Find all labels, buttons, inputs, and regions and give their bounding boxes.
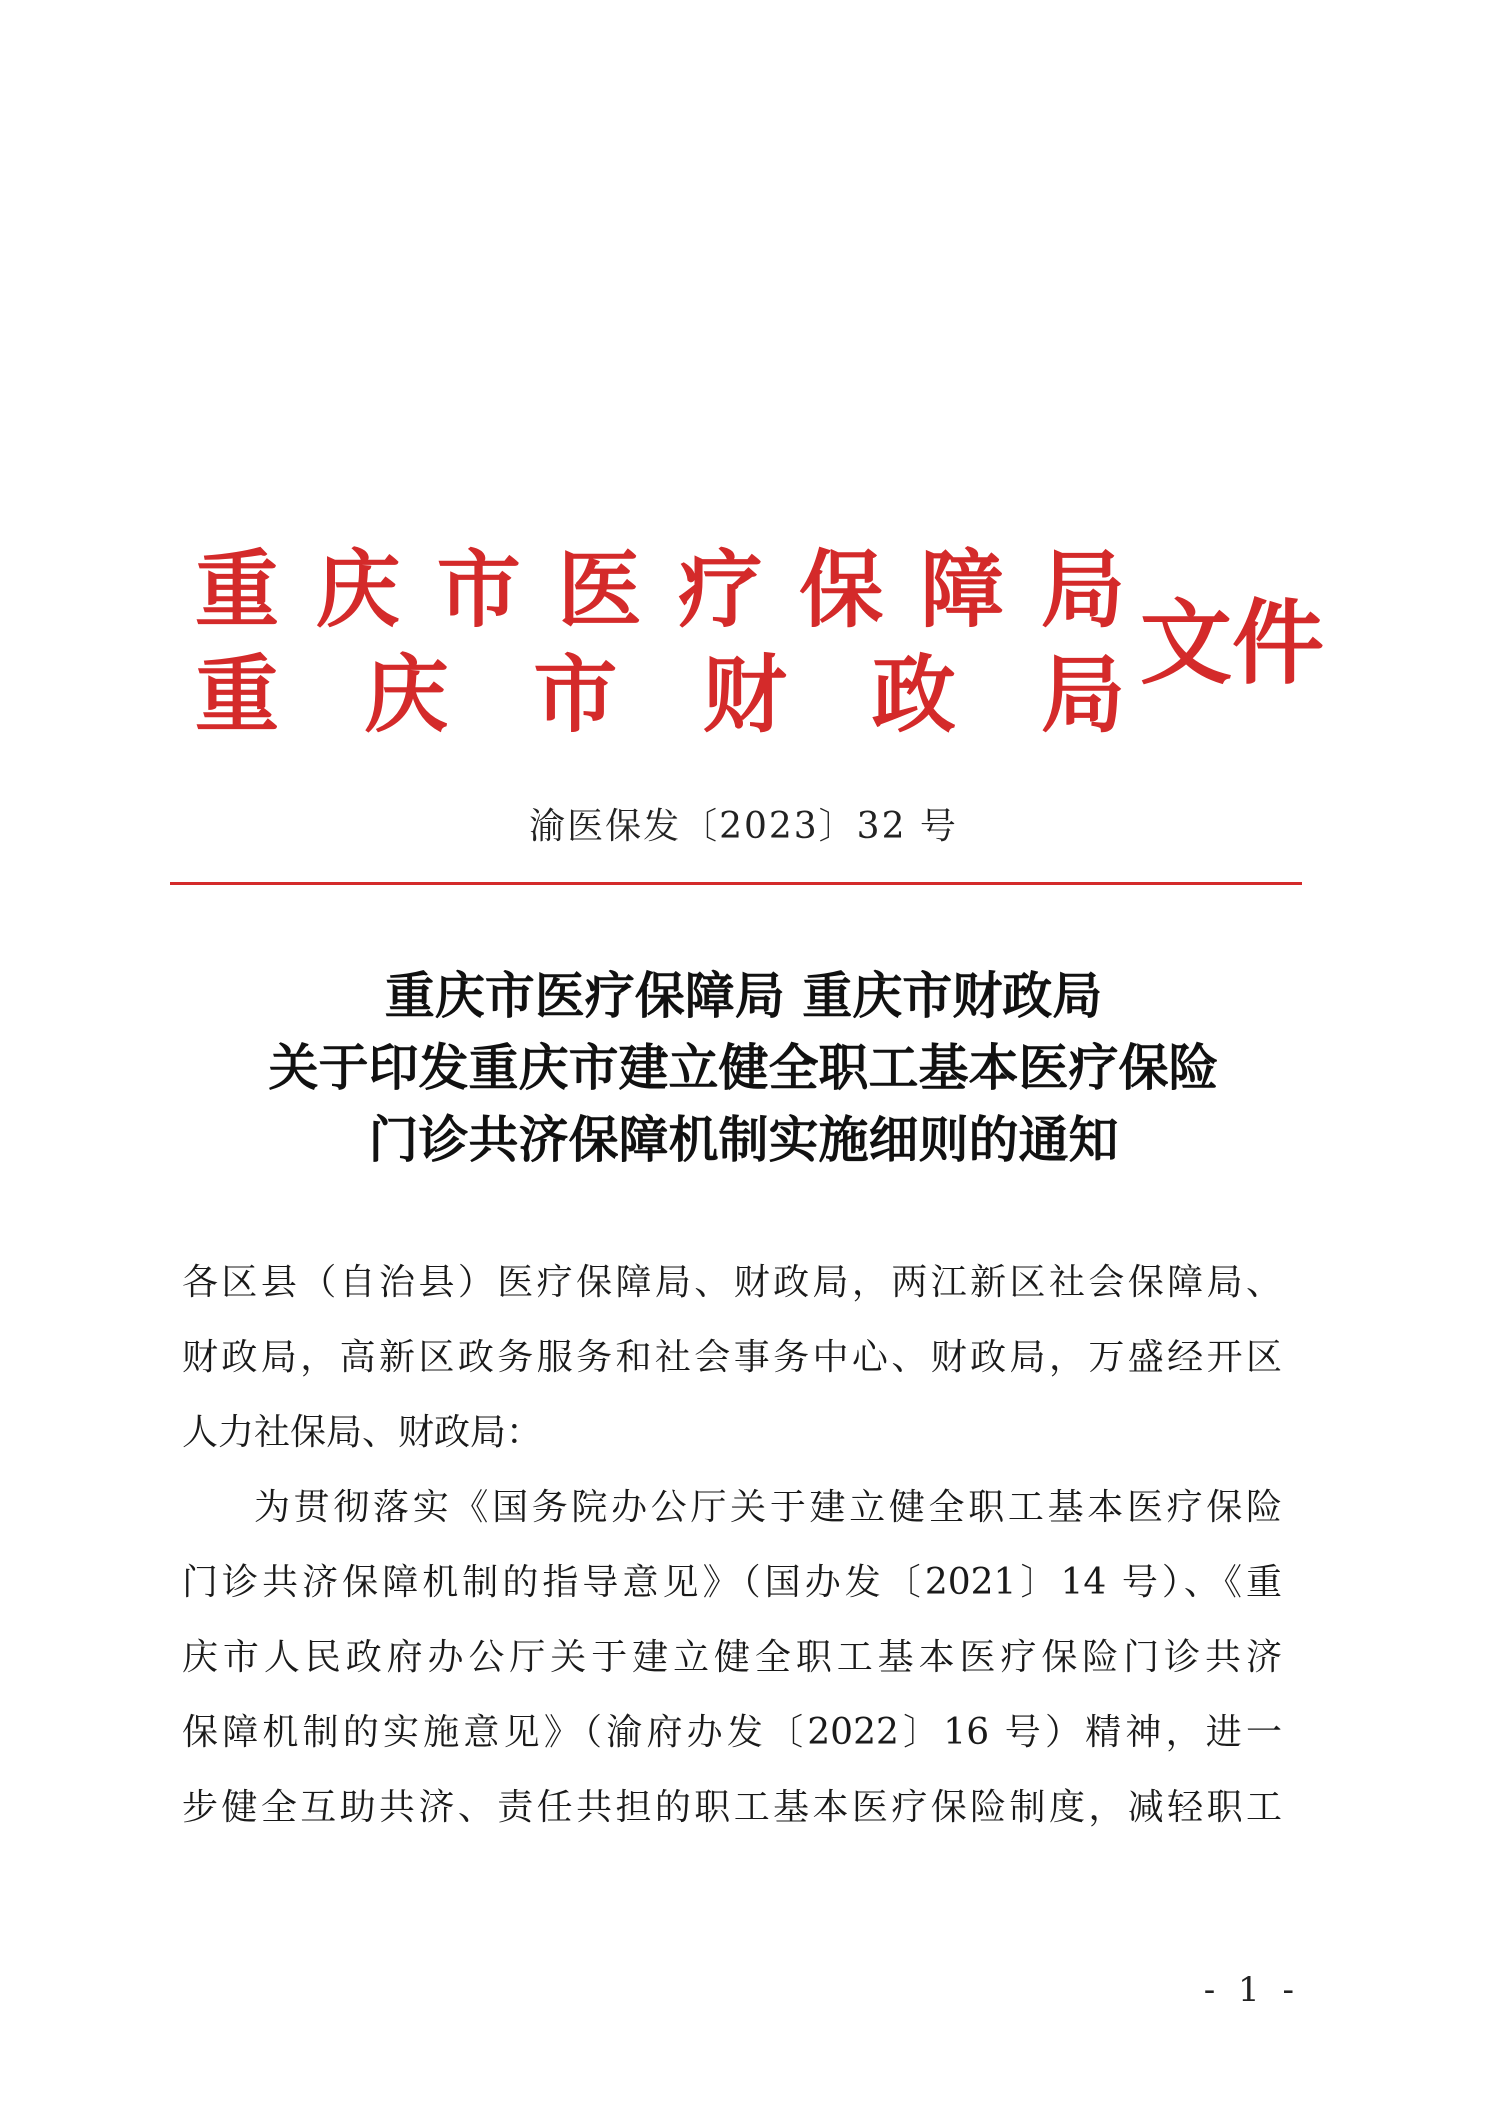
issuer-char: 市 — [436, 540, 521, 639]
body-line-paragraph: 门诊共济保障机制的指导意见》（国办发〔2021〕14 号）、《重 — [182, 1562, 1282, 1603]
body-line-addressees: 人力社保局、财政局： — [182, 1412, 543, 1453]
issuer-line-medical-security-bureau — [195, 540, 1125, 640]
body-line-addressees: 财政局，高新区政务服务和社会事务中心、财政局，万盛经开区 — [182, 1337, 1282, 1378]
issuer-char: 局 — [1040, 645, 1125, 744]
document-body — [182, 1245, 1282, 1845]
issuer-line-finance-bureau — [195, 645, 1125, 745]
issuer-char: 庆 — [315, 540, 400, 639]
title-line: 重庆市医疗保障局 重庆市财政局 — [384, 966, 1103, 1025]
red-divider-rule — [170, 882, 1302, 885]
issuer-char: 障 — [920, 540, 1005, 639]
issuer-char: 医 — [557, 540, 642, 639]
issuer-char: 局 — [1040, 540, 1125, 639]
body-line-paragraph: 保障机制的实施意见》（渝府办发〔2022〕16 号）精神，进一 — [182, 1712, 1282, 1753]
issuer-char: 保 — [799, 540, 884, 639]
document-title — [0, 960, 1487, 1176]
body-line-addressees: 各区县（自治县）医疗保障局、财政局，两江新区社会保障局、 — [182, 1262, 1282, 1303]
title-line: 关于印发重庆市建立健全职工基本医疗保险 — [268, 1038, 1219, 1097]
body-line-paragraph: 为贯彻落实《国务院办公厅关于建立健全职工基本医疗保险 — [254, 1487, 1282, 1528]
doc-suffix-wenjian: 文件 — [1140, 589, 1325, 697]
issuer-char: 财 — [702, 645, 787, 744]
issuer-char: 重 — [195, 540, 280, 639]
issuer-char: 政 — [871, 645, 956, 744]
issuer-header — [195, 540, 1325, 750]
body-line-paragraph: 庆市人民政府办公厅关于建立健全职工基本医疗保险门诊共济 — [182, 1637, 1282, 1678]
body-line-paragraph: 步健全互助共济、责任共担的职工基本医疗保险制度，减轻职工 — [182, 1787, 1282, 1828]
document-number: 渝医保发〔2023〕32 号 — [529, 806, 958, 847]
title-line: 门诊共济保障机制实施细则的通知 — [368, 1110, 1119, 1169]
issuer-char: 庆 — [364, 645, 449, 744]
issuer-char: 市 — [533, 645, 618, 744]
page-number: - 1 - — [1203, 1970, 1300, 2010]
issuer-char: 重 — [195, 645, 280, 744]
issuer-char: 疗 — [678, 540, 763, 639]
